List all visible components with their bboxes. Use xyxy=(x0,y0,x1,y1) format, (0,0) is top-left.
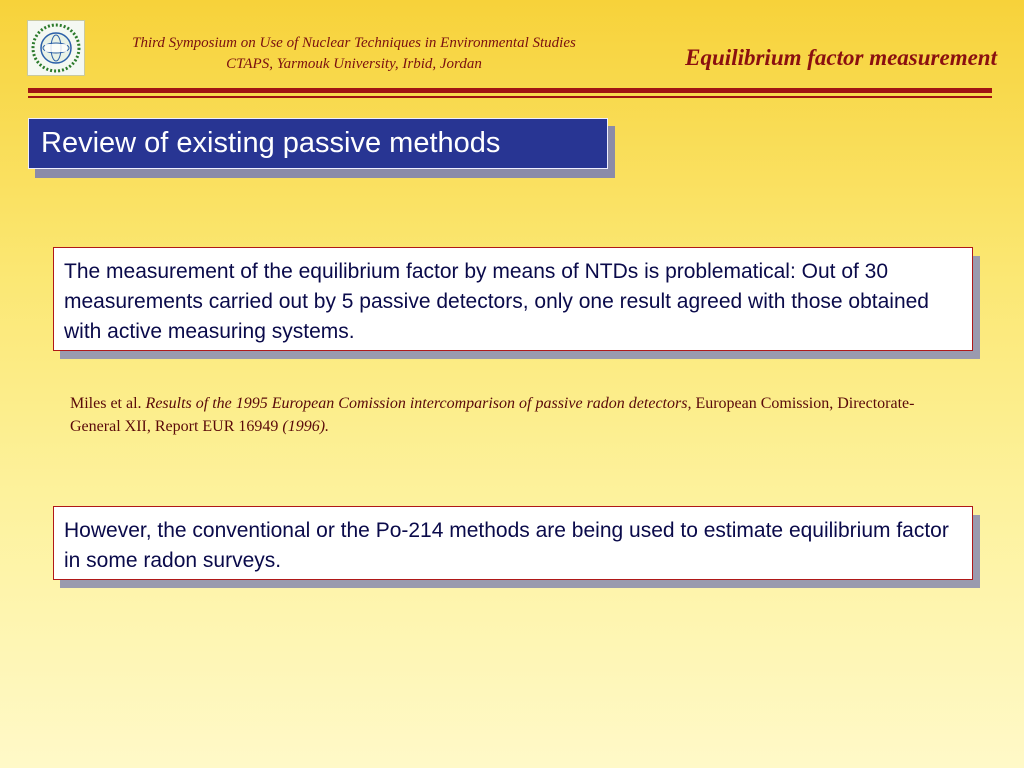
slide-title: Review of existing passive methods xyxy=(28,118,608,169)
citation-source: European Comission, Directorate-General XII, Report EUR 16949 xyxy=(70,395,915,435)
symposium-header xyxy=(96,33,612,75)
citation-authors: Miles et al. xyxy=(70,395,142,412)
reference-citation xyxy=(70,392,950,438)
ctaps-logo-icon xyxy=(27,20,85,76)
symposium-venue: CTAPS, Yarmouk University, Irbid, Jordan xyxy=(226,56,482,72)
finding-textbox: The measurement of the equilibrium factor by means of NTDs is problematical: Out of 30 measurements carried out by 5 passive detectors, only one result agreed with those obtained with active measuring systems. xyxy=(53,247,973,351)
citation-title: Results of the 1995 European Comission intercomparison of passive radon detectors, xyxy=(145,395,692,412)
slide-topic: Equilibrium factor measurement xyxy=(685,45,997,70)
conclusion-textbox: However, the conventional or the Po-214 methods are being used to estimate equilibrium factor in some radon surveys. xyxy=(53,506,973,580)
symposium-title: Third Symposium on Use of Nuclear Techniques in Environmental Studies xyxy=(132,35,576,51)
citation-year: (1996). xyxy=(282,418,330,435)
header-divider-thin xyxy=(28,96,992,98)
header-divider-thick xyxy=(28,88,992,93)
